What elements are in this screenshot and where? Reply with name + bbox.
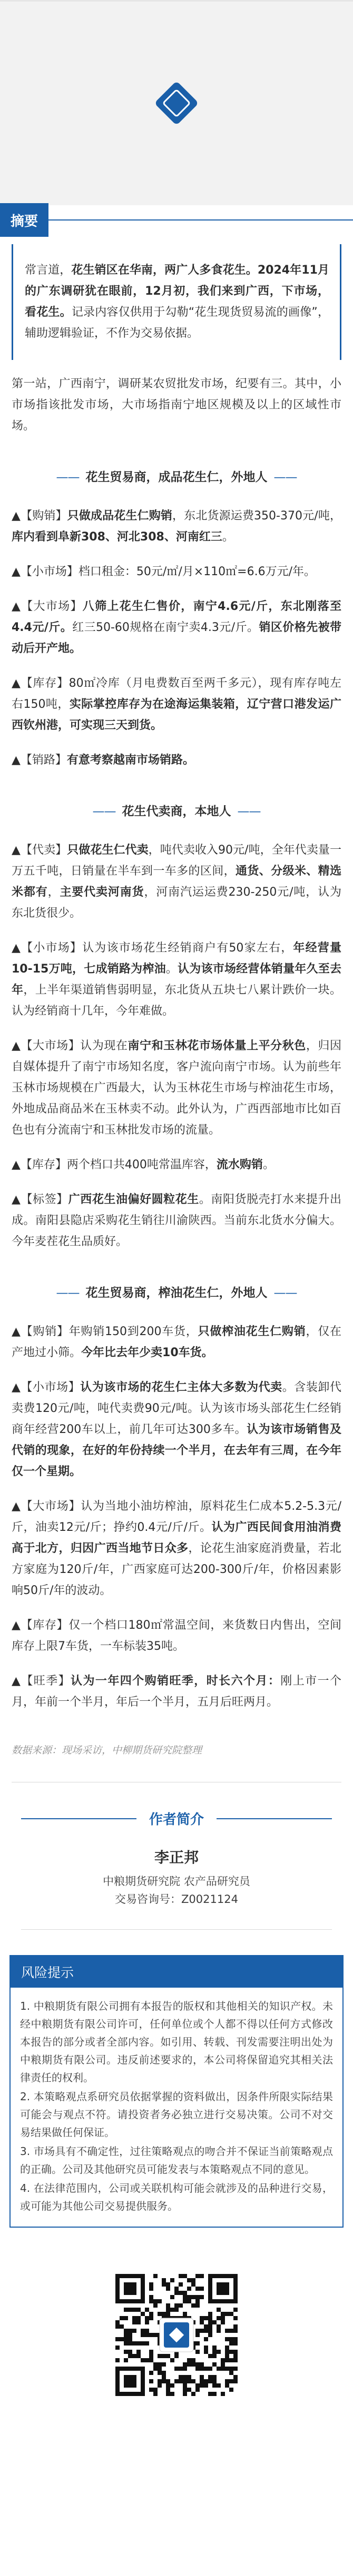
body-text: ，论花生油家庭消费量，若北方家庭为120斤/年，广西家庭可达200-300斤/年，价格因素影响50斤/年的波动。 [12,1542,341,1597]
author-heading-rule-right [217,1818,332,1819]
body-text: 认为现在 [80,1039,128,1053]
section-title [12,801,341,819]
section-title [12,467,341,485]
section-title-dash-left: —— [56,1286,80,1300]
emphasis-text: 只做成品花生仁购销 [67,509,173,523]
section-title-text: 花生贸易商，成品花生仁，外地人 [85,470,268,484]
abstract-tag-rule [48,219,353,220]
header-top-rule [0,0,353,2]
interview-sections [12,467,341,1713]
body-text: 认为该市场头部花生仁经销商年经营200车以上，前几年可达300多车。 [12,1402,341,1436]
section-title-dash-right: —— [237,805,261,818]
body-text: ， [47,886,60,899]
body-text: ，仅在产地过小筛。 [12,1325,341,1359]
qr-code[interactable] [108,2267,245,2403]
page-footer-space [0,2403,353,2445]
abstract-note: 记录内容仅供用于勾勒“花生现货贸易流的画像”，辅助逻辑验证，不作为交易依据。 [25,306,329,340]
body-text: 仅一个档口180㎡常温空间，来货数日内售出，空间库存上限7车货，一车标装35吨。 [12,1619,342,1653]
section-paragraph [12,1615,341,1657]
risk-item: 3. 市场具有不确定性，过往策略观点的吻合并不保证当前策略观点的正确。公司及其他研究员可能发表与本策略观点不同的意见。 [20,2145,333,2176]
emphasis-text: 东北刚落至4.4元/斤。 [12,600,341,634]
emphasis-text: 通货、分级米、精选米都有 [12,865,341,899]
body-text: ▲【小市场】 [12,565,79,578]
abstract-box [12,244,341,360]
section-paragraph [12,1377,341,1482]
body-text: 认为该市场花生经销商户有50家左右， [82,941,293,955]
body-text: ▲【大市场】 [12,1039,81,1053]
emphasis-text: 八筛上花生仁售价，南宁4.6元/斤， [82,600,281,613]
author-name: 李正邦 [154,1849,199,1866]
section-paragraph [12,1671,341,1713]
emphasis-text: 认为该市场销售及代销的现象，在好的年份持续一个半月，在去年有三周，在今年仅一个星期。 [12,1423,341,1478]
emphasis-text: 实际掌控库存为在途海运集装箱，辽宁营口港发运广西钦州港，可实现三天到货。 [12,698,341,732]
brand-logo-icon [152,79,201,127]
emphasis-text: 有意考察越南市场销路。 [66,754,194,767]
abstract-lead: 常言道， [25,264,72,277]
body-text: 档口租金：50元/㎡/月×110㎡=6.6万元/年。 [78,565,316,578]
intro-paragraph: 第一站，广西南宁，调研某农贸批发市场，纪要有三。其中，小市场指该批发市场，大市场指南宁地区规模及以上的区域性市场。 [12,377,341,433]
abstract-text [25,260,329,344]
article-body [0,374,353,1782]
body-text: 年购销150到200车货， [68,1325,198,1338]
body-text: 刚上市一个月，年前一个半月，年后一个半月，五月后旺两月。 [12,1675,341,1709]
emphasis-text: 流水购销 [216,1158,263,1171]
body-text: ▲【销路】 [12,754,67,767]
body-text: ，归因自媒体提升了南宁市场知名度，客户流向南宁市场。认为前些年玉林市场规模在广西最大，认为玉林花生市场与榨油花生市场，外地成品商品米在玉林卖不动。此外认为，广西西部地市比如百色也有分流南宁和玉林批发市场的流量。 [12,1039,341,1137]
body-text: 。含装卸代卖费120元/吨，吨代卖费90元/吨。 [12,1381,341,1415]
emphasis-text: 年经营量10-15万吨，七成销路为榨油 [12,941,341,976]
section-paragraph [12,1189,341,1252]
emphasis-text: 认为该市场的花生仁主体大多数为代卖 [80,1381,282,1394]
data-source: 数据来源：现场采访，中柳期货研究院整理 [12,1745,202,1756]
section-title-text: 花生代卖商，本地人 [122,805,231,818]
body-text: ▲【库存】 [12,1619,69,1632]
section-paragraph [12,1496,341,1601]
body-text: ，上半年渠道销售弱明显，东北货从五块七八累计跌价一块。认为经销商十几年，今年难做。 [12,984,341,1018]
abstract-highlight: 花生销区在华南，两广人多食花生。2024年11月的广东调研犹在眼前，12月初，我们来到广西，下市场，看花生。 [25,264,329,319]
body-text: ▲【标签】 [12,1193,68,1206]
risk-item: 4. 在法律范围内，公司或关联机构可能会就涉及的品种进行交易，或可能为其他公司交易提供服务。 [20,2182,333,2212]
body-text: 。 [222,530,234,544]
body-text: ▲【旺季】 [12,1675,71,1688]
section-paragraph [12,1036,341,1141]
body-text: 两个档口共400吨常温库容， [66,1158,217,1171]
emphasis-text: 只做花生仁代卖 [67,844,149,857]
section-paragraph [12,1321,341,1364]
section-paragraph [12,506,341,548]
body-text: ▲【购销】 [12,509,67,523]
body-text: 。 [262,1158,274,1171]
body-text: 。南阳货脱壳打水来提升出成。南阳县隐店采购花生销往川渝陕西。当前东北货水分偏大。今年麦茬花生品质好。 [12,1193,341,1248]
risk-body [11,1988,342,2227]
section-title-dash-right: —— [273,1286,297,1300]
emphasis-text: 今年比去年少卖10车货。 [81,1346,213,1359]
body-text: ▲【小市场】 [12,941,83,955]
emphasis-text: 主要代卖河南货 [60,886,144,899]
body-text: ，吨代卖收入90元/吨，全年代卖量一万五千吨，日销量在半车到一车多的区间， [12,844,341,878]
section-paragraph [12,840,341,924]
header-banner [0,0,353,229]
body-text: ▲【库存】 [12,1158,67,1171]
author-license: 交易咨询号：Z0021124 [115,1893,238,1906]
section-title-text: 花生贸易商，榨油花生仁，外地人 [85,1286,268,1300]
body-text: ▲【库存】 [12,677,69,690]
emphasis-text: 南宁和玉林花市场体量上平分秋色 [128,1039,306,1053]
emphasis-text: 认为该市场经营体销量年久至去年 [12,963,341,997]
section-paragraph [12,562,341,583]
author-heading-rule-left [21,1818,136,1819]
abstract-tag: 摘要 [0,203,48,237]
section-title-dash-left: —— [56,470,80,484]
body-text: ，东北货源运费350-370元/吨， [172,509,341,523]
abstract-tag-bar [0,203,353,237]
section-paragraph [12,1155,341,1176]
body-text: ▲【代卖】 [12,844,67,857]
body-text: ▲【小市场】 [12,1381,81,1394]
body-text: 红三50-60规格在南宁卖4.3元/斤。 [72,621,259,634]
risk-item: 1. 中粮期货有限公司拥有本报告的版权和其他相关的知识产权。未经中粮期货有限公司许可，任何单位或个人都不得以任何方式修改本报告的部分或者全部内容。如引用、转载、刊发需要注明出处为中粮期货有限公司。违反前述要求的，本公司将保留追究其相关法律责任的权利。 [20,2000,333,2084]
risk-item: 2. 本策略观点系研究员依据掌握的资料做出，因条件所限实际结果可能会与观点不符。请投资者务必独立进行交易决策。公司不对交易结果做任何保证。 [20,2090,333,2139]
author-heading-title: 作者简介 [149,1812,204,1828]
body-text: ▲【大市场】 [12,600,83,613]
section-title [12,1283,341,1300]
author-org: 中粮期货研究院 农产品研究员 [103,1875,250,1888]
section-title-dash-left: —— [92,805,116,818]
author-heading [21,1809,332,1828]
author-card [21,1809,332,1930]
emphasis-text: 认为一年四个购销旺季，时长六个月： [71,1675,281,1688]
section-paragraph [12,596,341,659]
section-paragraph [12,938,341,1022]
body-text: 认为当地小油坊榨油，原料花生仁成本5.2-5.3元/斤，油卖12元/斤；挣约0.4元/斤/斤。 [12,1500,342,1534]
body-text: ▲【购销】 [12,1325,69,1338]
body-text: 80㎡冷库（月电费数百至两千多元），现有库存吨左右150吨， [12,677,341,711]
emphasis-text: 只做榨油花生仁购销 [198,1325,306,1338]
body-text: 。 [165,963,178,976]
body-text: ，河南汽运运费230-250元/吨，认为东北货很少。 [12,886,341,920]
risk-heading: 风险提示 [11,1956,342,1988]
emphasis-text: 销区价格先被带动后开产地。 [12,621,341,655]
body-text: ▲【大市场】 [12,1500,81,1513]
section-paragraph [12,750,341,771]
emphasis-text: 认为广西民间食用油消费高于北方，归因广西当地节日众多 [12,1521,341,1555]
section-paragraph [12,673,341,736]
emphasis-text: 库内看到阜新308、河北308、河南红三 [12,530,222,544]
risk-disclaimer [9,1955,344,2228]
emphasis-text: 广西花生油偏好圆粒花生 [68,1193,199,1206]
section-title-dash-right: —— [273,470,297,484]
